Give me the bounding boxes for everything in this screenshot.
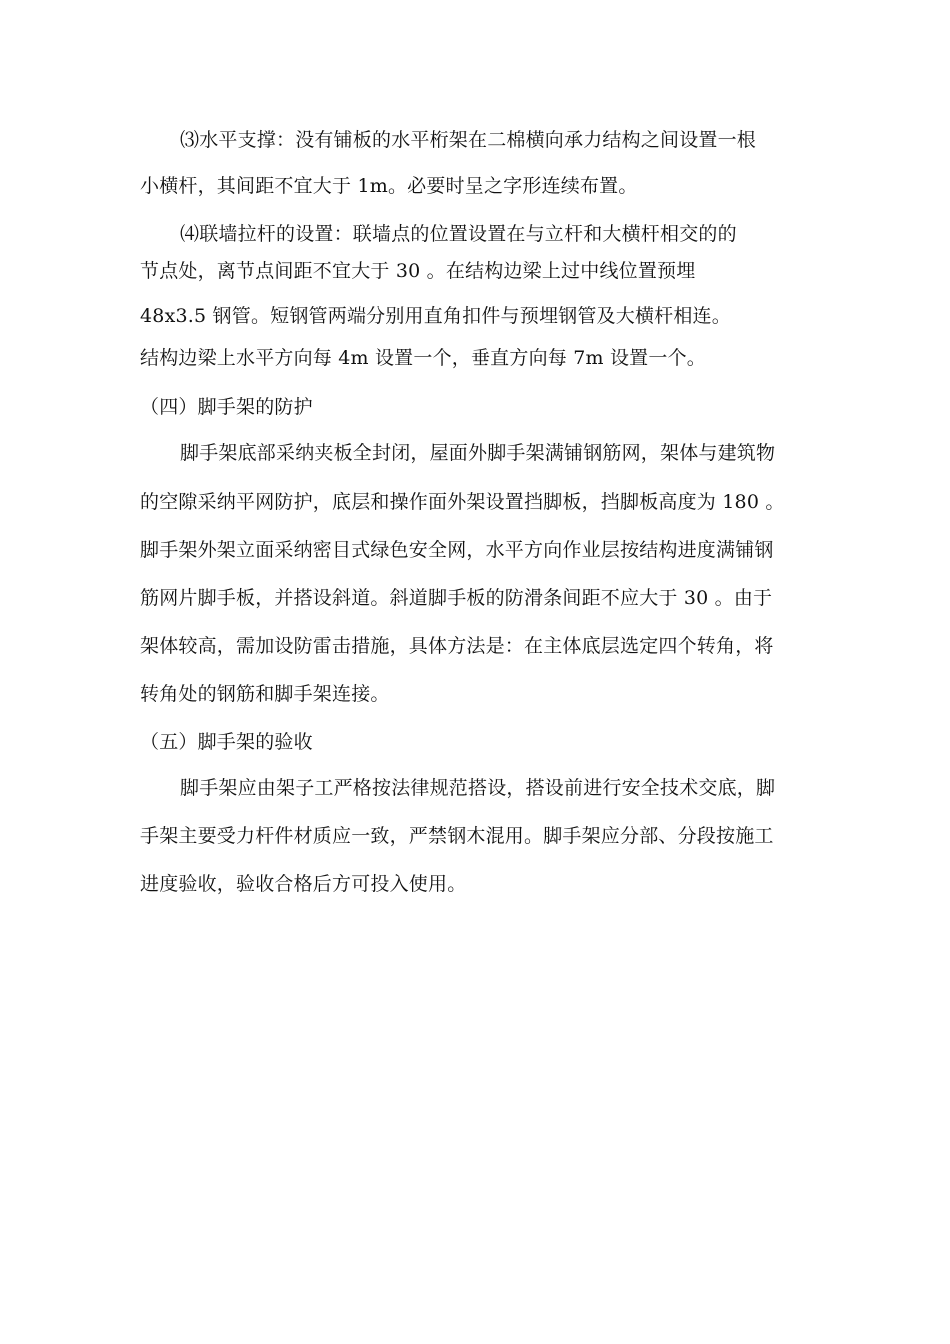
section5-para-line-3: 进度验收，验收合格后方可投入使用。 [140, 873, 467, 895]
section4-para-line-2: 的空隙采纳平网防护，底层和操作面外架设置挡脚板，挡脚板高度为 180 。 [140, 491, 785, 513]
section4-para-line-3: 脚手架外架立面采纳密目式绿色安全网，水平方向作业层按结构进度满铺钢 [140, 539, 774, 561]
item4-line-1: ⑷联墙拉杆的设置：联墙点的位置设置在与立杆和大横杆相交的的 [180, 223, 737, 245]
item4-line-2: 节点处，离节点间距不宜大于 30 。在结构边梁上过中线位置预埋 [140, 260, 696, 282]
section4-para-line-4: 筋网片脚手板，并搭设斜道。斜道脚手板的防滑条间距不应大于 30 。由于 [140, 587, 773, 609]
section4-heading: （四）脚手架的防护 [140, 396, 313, 418]
item4-line-4: 结构边梁上水平方向每 4m 设置一个，垂直方向每 7m 设置一个。 [140, 347, 706, 369]
section4-para-line-5: 架体较高，需加设防雷击措施，具体方法是：在主体底层选定四个转角，将 [140, 635, 774, 657]
section4-para-line-6: 转角处的钢筋和脚手架连接。 [140, 683, 390, 705]
section5-heading: （五）脚手架的验收 [140, 731, 313, 753]
section4-para-line-1: 脚手架底部采纳夹板全封闭，屋面外脚手架满铺钢筋网，架体与建筑物 [180, 442, 776, 464]
item4-line-3: 48x3.5 钢管。短钢管两端分别用直角扣件与预埋钢管及大横杆相连。 [140, 305, 731, 327]
item3-line-2: 小横杆，其间距不宜大于 1m。必要时呈之字形连续布置。 [140, 175, 638, 197]
section5-para-line-2: 手架主要受力杆件材质应一致，严禁钢木混用。脚手架应分部、分段按施工 [140, 825, 774, 847]
section5-para-line-1: 脚手架应由架子工严格按法律规范搭设，搭设前进行安全技术交底，脚 [180, 777, 776, 799]
item3-line-1: ⑶水平支撑：没有铺板的水平桁架在二棉横向承力结构之间设置一根 [180, 129, 757, 151]
